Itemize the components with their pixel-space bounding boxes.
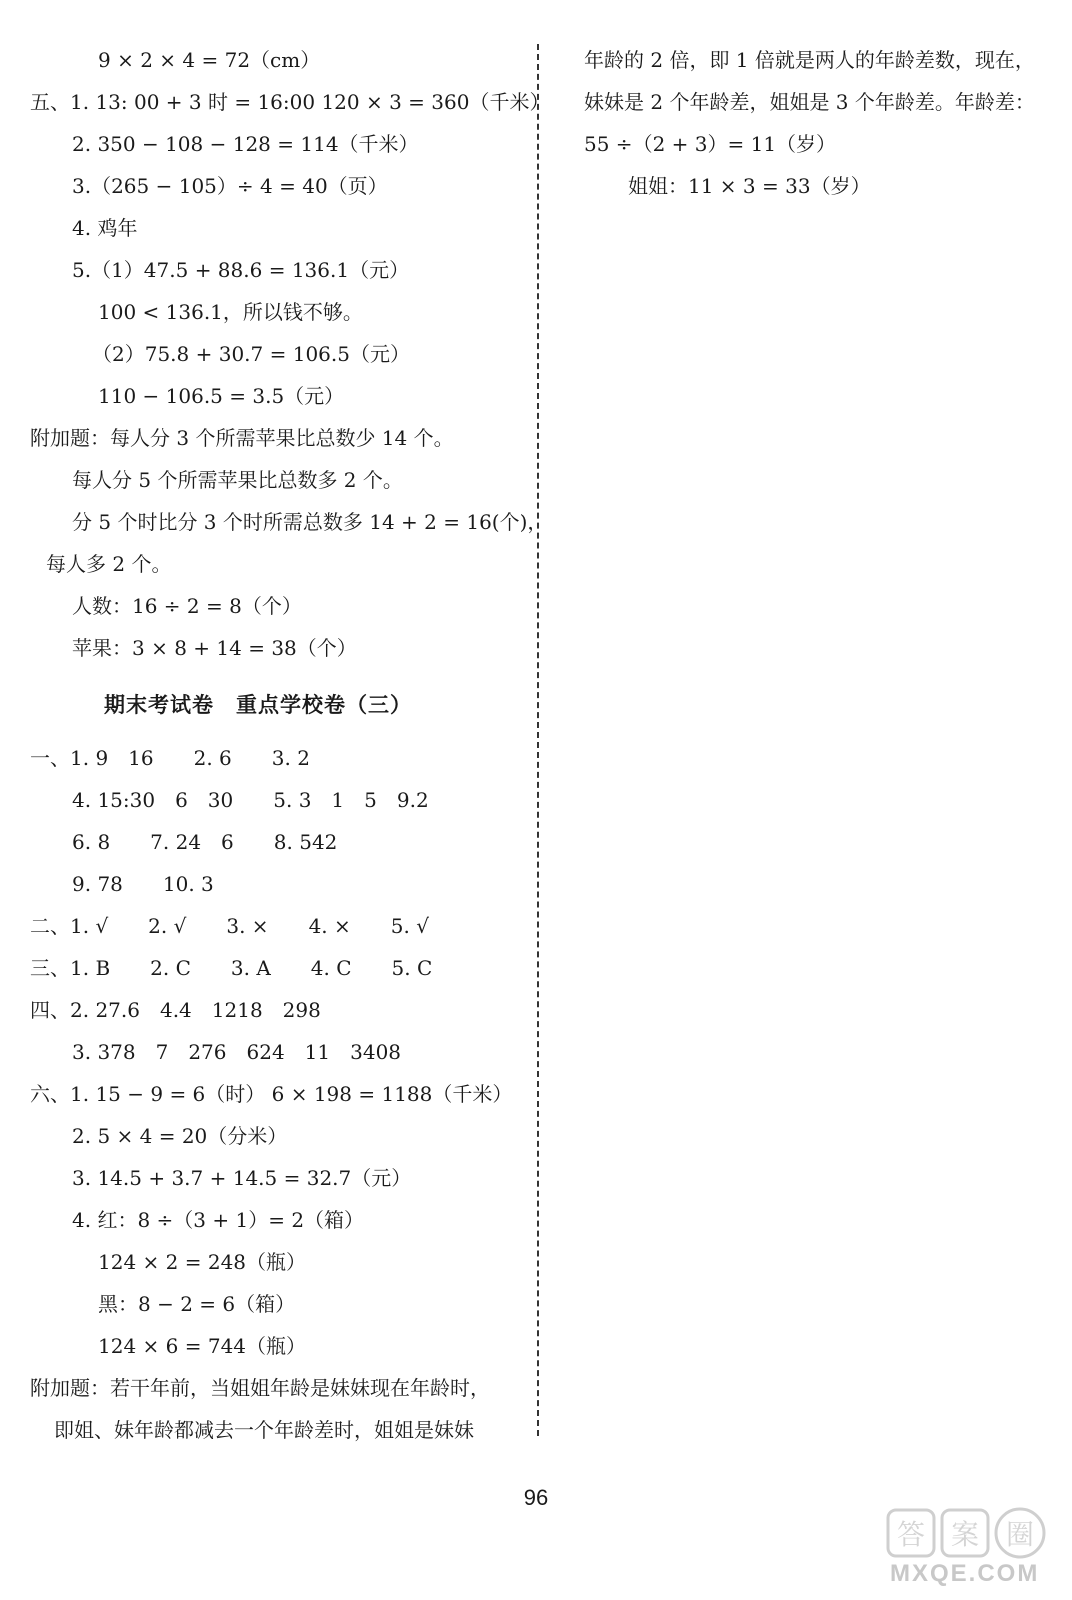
answer-line: 每人分 5 个所需苹果比总数多 2 个。: [72, 468, 403, 492]
page-number: 96: [523, 1485, 549, 1510]
answer-line: （2）75.8 + 30.7 = 106.5（元）: [92, 342, 410, 366]
answer-line: 4. 15:30 6 30 5. 3 1 5 9.2: [72, 788, 429, 812]
answer-line: 3. 378 7 276 624 11 3408: [72, 1040, 402, 1064]
answer-line: 即姐、妹年龄都减去一个年龄差时，姐姐是妹妹: [54, 1418, 474, 1442]
answer-line: 2. 5 × 4 = 20（分米）: [72, 1124, 288, 1148]
answer-line: 3.（265 − 105）÷ 4 = 40（页）: [72, 174, 388, 198]
watermark-logo-char-1: 答: [896, 1518, 926, 1551]
answer-line: 苹果：3 × 8 + 14 = 38（个）: [72, 636, 357, 660]
answer-line: 附加题：若干年前，当姐姐年龄是妹妹现在年龄时，: [30, 1376, 490, 1400]
answer-line: 年龄的 2 倍，即 1 倍就是两人的年龄差数，现在，: [584, 48, 1035, 72]
answer-line: 黑：8 − 2 = 6（箱）: [98, 1292, 296, 1316]
column-divider: [537, 44, 539, 1436]
answer-line: 9 × 2 × 4 = 72（cm）: [98, 48, 321, 72]
answer-line: 4. 红：8 ÷（3 + 1）= 2（箱）: [72, 1208, 365, 1232]
answer-line: 三、1. B 2. C 3. A 4. C 5. C: [30, 956, 433, 980]
answer-line: 六、1. 15 − 9 = 6（时） 6 × 198 = 1188（千米）: [30, 1082, 513, 1106]
answer-line: 55 ÷（2 + 3）= 11（岁）: [584, 132, 837, 156]
answer-line: 110 − 106.5 = 3.5（元）: [98, 384, 345, 408]
answer-line: 一、1. 9 16 2. 6 3. 2: [30, 746, 310, 770]
answer-line: 人数：16 ÷ 2 = 8（个）: [72, 594, 302, 618]
answer-line: 3. 14.5 + 3.7 + 14.5 = 32.7（元）: [72, 1166, 412, 1190]
answer-line: 分 5 个时比分 3 个时所需总数多 14 + 2 = 16(个)，: [72, 510, 548, 534]
answer-line: 100 < 136.1，所以钱不够。: [98, 300, 363, 324]
answer-line: 124 × 6 = 744（瓶）: [98, 1334, 307, 1358]
answer-line: 4. 鸡年: [72, 216, 138, 240]
answer-line: 每人多 2 个。: [46, 552, 172, 576]
section-title: 期末考试卷 重点学校卷（三）: [104, 692, 412, 717]
answer-line: 四、2. 27.6 4.4 1218 298: [30, 998, 321, 1022]
answer-line: 二、1. √ 2. √ 3. × 4. × 5. √: [30, 914, 429, 938]
answer-line: 姐姐：11 × 3 = 33（岁）: [628, 174, 871, 198]
watermark-text: MXQE.COM: [890, 1560, 1040, 1587]
answer-line: 妹妹是 2 个年龄差，姐姐是 3 个年龄差。年龄差：: [584, 90, 1035, 114]
watermark-logo-char-3: 圈: [1005, 1518, 1035, 1551]
answer-line: 五、1. 13: 00 + 3 时 = 16:00 120 × 3 = 360（千米）: [30, 90, 550, 114]
answer-line: 9. 78 10. 3: [72, 872, 214, 896]
answer-line: 附加题：每人分 3 个所需苹果比总数少 14 个。: [30, 426, 454, 450]
answer-line: 124 × 2 = 248（瓶）: [98, 1250, 307, 1274]
answer-line: 2. 350 − 108 − 128 = 114（千米）: [72, 132, 419, 156]
answer-line: 6. 8 7. 24 6 8. 542: [72, 830, 338, 854]
watermark-logo-char-2: 案: [950, 1518, 980, 1551]
answer-line: 5.（1）47.5 + 88.6 = 136.1（元）: [72, 258, 410, 282]
